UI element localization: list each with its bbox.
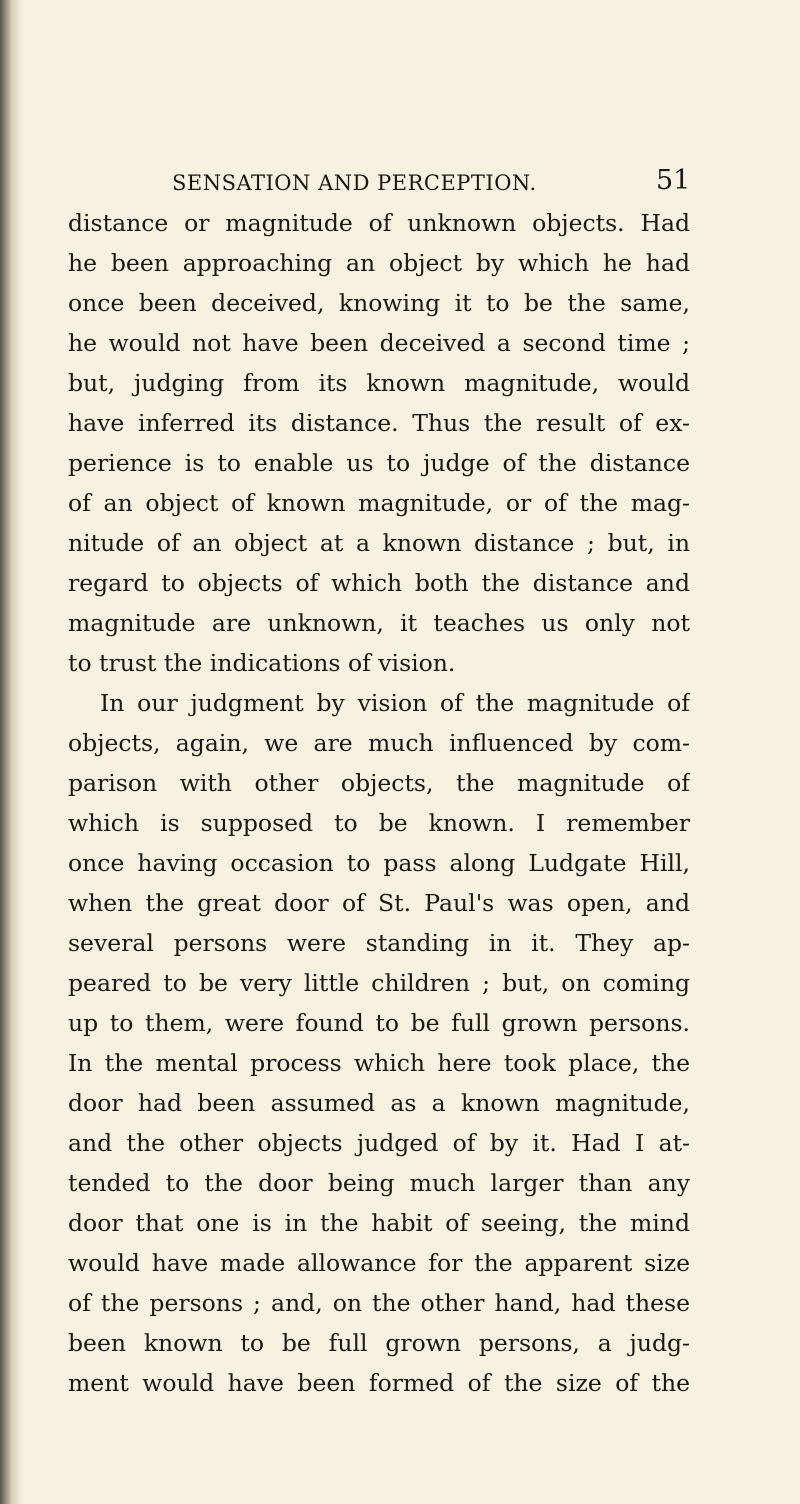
text-line: and the other objects judged of by it. Had I at- bbox=[68, 1129, 690, 1157]
page-number: 51 bbox=[656, 165, 691, 196]
text-line: magnitude are unknown, it teaches us only not bbox=[68, 609, 690, 637]
text-line: peared to be very little children ; but, on coming bbox=[68, 969, 690, 997]
text-line: door had been assumed as a known magnitude, bbox=[68, 1089, 690, 1117]
text-line: been known to be full grown persons, a judg- bbox=[68, 1329, 690, 1357]
text-line: would have made allowance for the apparent size bbox=[68, 1249, 690, 1277]
text-line: ment would have been formed of the size of the bbox=[68, 1369, 690, 1397]
text-line: distance or magnitude of unknown objects. Had bbox=[68, 209, 690, 237]
text-line: but, judging from its known magnitude, would bbox=[68, 369, 690, 397]
text-line: of an object of known magnitude, or of the mag- bbox=[68, 489, 690, 517]
text-line: he would not have been deceived a second time ; bbox=[68, 329, 690, 357]
text-line: door that one is in the habit of seeing, the mind bbox=[68, 1209, 690, 1237]
text-line: parison with other objects, the magnitude of bbox=[68, 769, 690, 797]
text-line: once having occasion to pass along Ludgate Hill, bbox=[68, 849, 690, 877]
text-line: perience is to enable us to judge of the distance bbox=[68, 449, 690, 477]
paragraph-last-line: to trust the indications of vision. bbox=[68, 649, 456, 677]
text-line: several persons were standing in it. They ap- bbox=[68, 929, 690, 957]
paragraph-first-line: In our judgment by vision of the magnitude of bbox=[100, 689, 690, 717]
text-line: nitude of an object at a known distance ; but, in bbox=[68, 529, 690, 557]
running-head: SENSATION AND PERCEPTION. bbox=[172, 171, 537, 195]
body-text bbox=[0, 203, 800, 1453]
text-line: up to them, were found to be full grown persons. bbox=[68, 1009, 690, 1037]
text-line: tended to the door being much larger than any bbox=[68, 1169, 690, 1197]
page-header bbox=[0, 165, 800, 199]
text-line: objects, again, we are much influenced by com- bbox=[68, 729, 690, 757]
text-line: which is supposed to be known. I remember bbox=[68, 809, 690, 837]
text-line: when the great door of St. Paul's was open, and bbox=[68, 889, 690, 917]
text-line: In the mental process which here took place, the bbox=[68, 1049, 690, 1077]
text-line: of the persons ; and, on the other hand, had these bbox=[68, 1289, 690, 1317]
text-line: regard to objects of which both the distance and bbox=[68, 569, 690, 597]
text-line: he been approaching an object by which he had bbox=[68, 249, 690, 277]
text-line: have inferred its distance. Thus the result of ex- bbox=[68, 409, 690, 437]
text-line: once been deceived, knowing it to be the same, bbox=[68, 289, 690, 317]
